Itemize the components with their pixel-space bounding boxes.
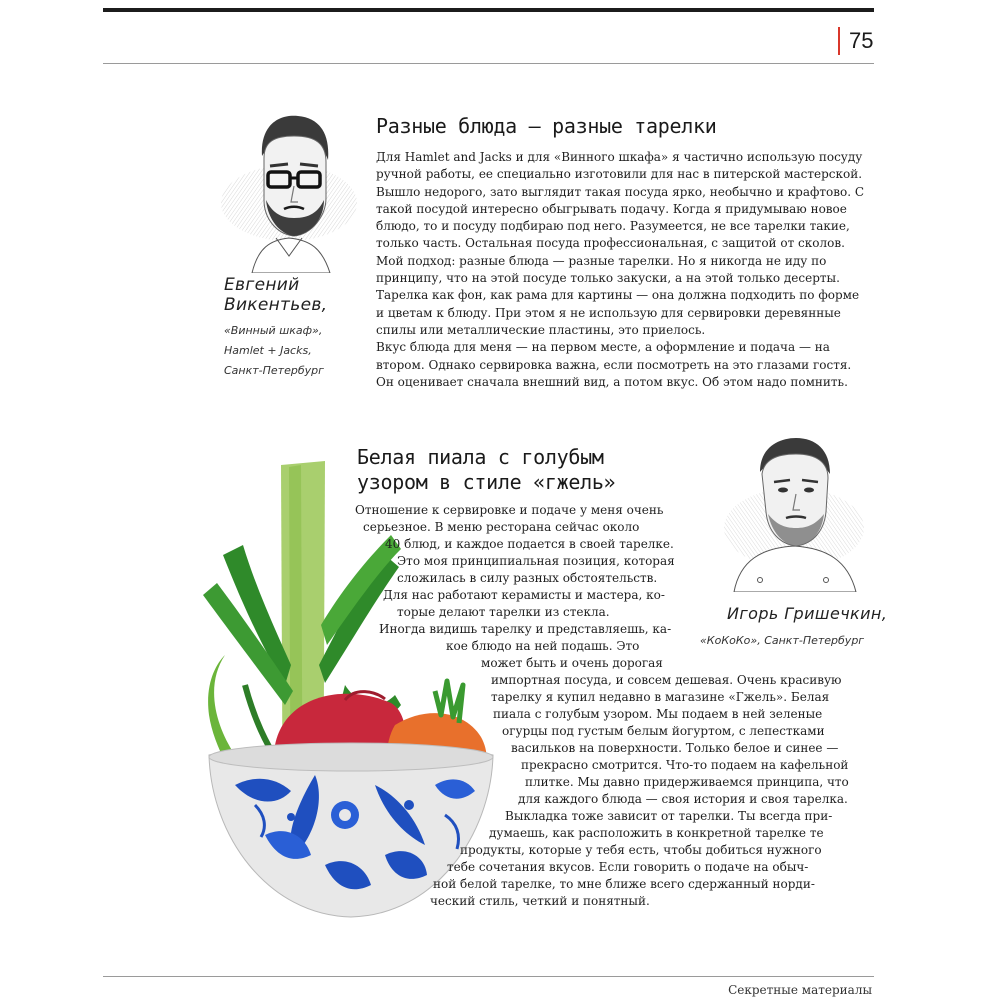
body-line: Выкладка тоже зависит от тарелки. Ты всегда при-: [505, 809, 833, 823]
paragraph: Для Hamlet and Jacks и для «Винного шкафа» я частично использую посуду ручной работы, ее специально изготовили для нас в питерской мастерской. Вышло недорого, зато выглядит такая посуда ярко, необычно и крафтово. С такой посудой интересно обыгрывать подачу. Когда я придумываю новое блюдо, то и посуду подбираю под него. Разумеется, не все тарелки такие, только часть. Остальная посуда профессиональная, с защитой от сколов.: [376, 150, 865, 251]
body-line: пиала с голубым узором. Мы подаем в ней зеленые: [493, 707, 823, 721]
body-line: Иногда видишь тарелку и представляешь, ка-: [379, 622, 672, 636]
body-line: импортная посуда, и совсем дешевая. Очень красивую: [491, 673, 842, 687]
body-line: Это моя принципиальная позиция, которая: [397, 554, 675, 568]
body-line: ческий стиль, четкий и понятный.: [430, 894, 650, 908]
header-rule: [103, 63, 874, 64]
section-title-1: Разные блюда — разные тарелки: [376, 114, 717, 138]
author-affiliation-line: Санкт-Петербург: [224, 364, 324, 377]
body-line: думаешь, как расположить в конкретной тарелке те: [489, 826, 824, 840]
footer-rule: [103, 976, 874, 977]
body-line: Отношение к сервировке и подаче у меня очень: [355, 503, 664, 517]
body-line: продукты, которые у тебя есть, чтобы добиться нужного: [460, 843, 822, 857]
paragraph: Вкус блюда для меня — на первом месте, а оформление и подача — на втором. Однако сервировка важна, если посмотреть на это глазами гостя. Он оценивает сначала внешний вид, а потом вкус. Об этом надо помнить.: [376, 340, 852, 389]
top-rule: [103, 8, 874, 12]
body-line: тарелку я купил недавно в магазине «Гжель». Белая: [491, 690, 830, 704]
author-name-evgeny-first: Евгений: [224, 275, 300, 295]
body-line: тебе сочетания вкусов. Если говорить о подаче на обыч-: [447, 860, 809, 874]
author-name-igor: Игорь Гришечкин,: [727, 604, 888, 623]
body-line: для каждого блюда — своя история и своя тарелка.: [518, 792, 848, 806]
body-line: огурцы под густым белым йогуртом, с лепестками: [502, 724, 825, 738]
body-line: серьезное. В меню ресторана сейчас около: [363, 520, 640, 534]
section-title-2-line: узором в стиле «гжель»: [357, 470, 616, 494]
body-line: ной белой тарелке, то мне ближе всего сдержанный норди-: [433, 877, 815, 891]
footer-title: Секретные материалы: [728, 983, 872, 997]
section-1-body: [376, 149, 866, 391]
page-number: 75: [838, 27, 873, 55]
body-line: плитке. Мы давно придерживаемся принципа, что: [525, 775, 849, 789]
portrait-evgeny: [214, 108, 364, 273]
portrait-igor: [716, 432, 872, 592]
body-line: прекрасно смотрится. Что-то подаем на кафельной: [521, 758, 849, 772]
body-line: Для нас работают керамисты и мастера, ко-: [383, 588, 665, 602]
body-line: сложилась в силу разных обстоятельств.: [397, 571, 658, 585]
body-line: 40 блюд, и каждое подается в своей тарелке.: [385, 537, 674, 551]
body-line: может быть и очень дорогая: [481, 656, 663, 670]
body-line: кое блюдо на ней подашь. Это: [446, 639, 640, 653]
body-line: васильков на поверхности. Только белое и синее —: [511, 741, 839, 755]
paragraph: Мой подход: разные блюда — разные тарелки. Но я никогда не иду по принципу, что на этой посуде только закуски, а на этой только десерты. Тарелка как фон, как рама для картины — она должна подходить по форме и цветам к блюду. При этом я не использую для сервировки деревянные спилы или металлические пластины, это приелось.: [376, 253, 860, 337]
author-name-evgeny-last: Викентьев,: [224, 295, 328, 315]
author-affiliation-line: Hamlet + Jacks,: [224, 344, 312, 357]
body-line: торые делают тарелки из стекла.: [397, 605, 610, 619]
section-title-2-line: Белая пиала с голубым: [357, 445, 604, 469]
author-affiliation-line: «Винный шкаф»,: [224, 324, 323, 337]
author-affiliation-igor: «КоКоКо», Санкт-Петербург: [700, 634, 865, 647]
